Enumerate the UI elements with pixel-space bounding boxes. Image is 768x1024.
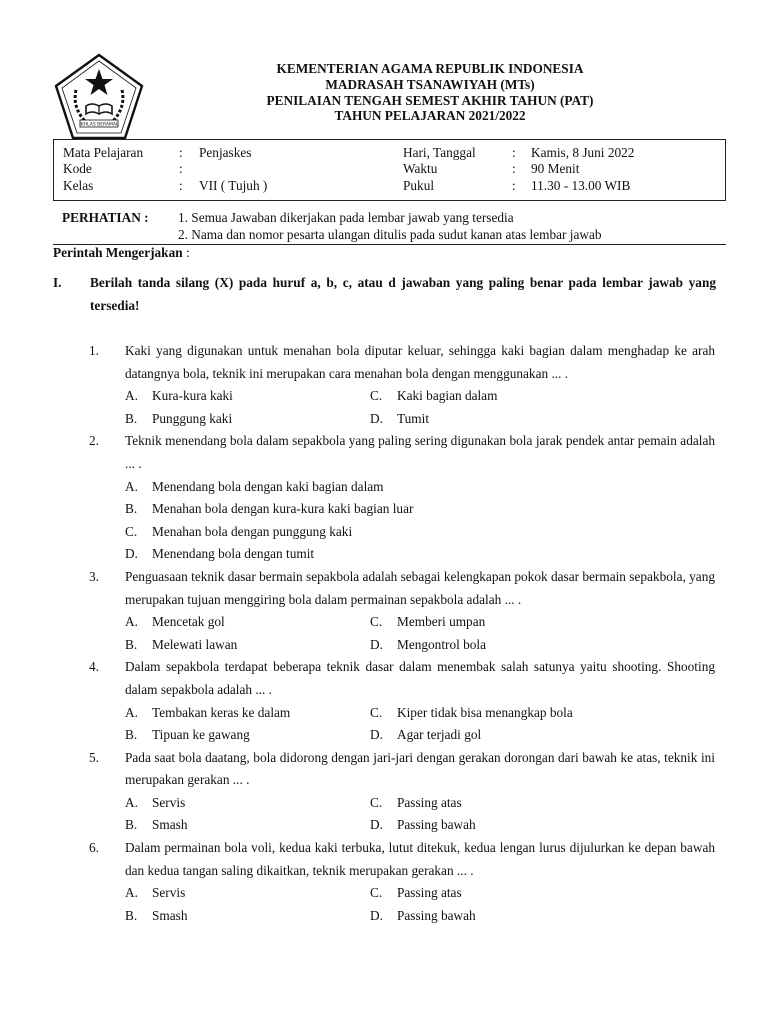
kementerian-agama-emblem-icon bbox=[52, 52, 146, 146]
subject-label: Mata Pelajaran bbox=[63, 145, 144, 160]
duration-label: Waktu bbox=[403, 161, 438, 176]
question-text: Dalam permainan bola voli, kedua kaki terbuka, lutut ditekuk, kedua lengan lurus dijulurkan ke depan bawah dan kedua tangan saling dikaitkan, teknik merupakan gerakan ... . bbox=[125, 840, 715, 878]
option-a[interactable] bbox=[125, 792, 370, 815]
question-number: 1. bbox=[89, 343, 99, 358]
colon: : bbox=[179, 178, 183, 193]
option-c[interactable] bbox=[370, 882, 615, 905]
option-a[interactable] bbox=[125, 702, 370, 725]
date-value: Kamis, 8 Juni 2022 bbox=[531, 145, 635, 160]
document-header bbox=[140, 61, 720, 124]
question-text: Pada saat bola daatang, bola didorong dengan jari-jari dengan gerakan dorongan dari bawah ke atas, teknik ini merupakan gerakan ... . bbox=[125, 749, 715, 788]
exam-info-box bbox=[53, 139, 726, 201]
question-list bbox=[0, 340, 768, 927]
option-letter: B. bbox=[125, 817, 138, 833]
time-label: Pukul bbox=[403, 178, 435, 193]
time-value: 11.30 - 13.00 WIB bbox=[531, 178, 631, 193]
option-text: Mencetak gol bbox=[152, 614, 225, 630]
info-row-code bbox=[54, 161, 725, 177]
attention-item: 1. Semua Jawaban dikerjakan pada lembar jawab yang tersedia bbox=[178, 210, 514, 225]
answer-options bbox=[125, 385, 715, 430]
option-letter: D. bbox=[370, 817, 383, 833]
option-letter: B. bbox=[125, 907, 138, 923]
option-text: Memberi umpan bbox=[397, 614, 486, 630]
option-letter: D. bbox=[125, 546, 138, 562]
option-text: Agar terjadi gol bbox=[397, 727, 482, 743]
section-text: Berilah tanda silang (X) pada huruf a, b, c, atau d jawaban yang paling benar pada lembar jawab yang tersedia! bbox=[90, 275, 716, 313]
option-letter: C. bbox=[370, 885, 383, 901]
question-text: Teknik menendang bola dalam sepakbola yang paling sering digunakan bola jarak pendek antar pemain adalah ... . bbox=[125, 433, 715, 471]
option-letter: A. bbox=[125, 388, 138, 404]
option-letter: A. bbox=[125, 885, 138, 901]
answer-options bbox=[125, 882, 715, 927]
option-text: Mengontrol bola bbox=[397, 636, 487, 652]
option-text: Smash bbox=[152, 817, 188, 833]
code-label: Kode bbox=[63, 161, 92, 176]
option-text: Menendang bola dengan tumit bbox=[152, 546, 315, 562]
question-number: 4. bbox=[89, 659, 99, 675]
header-school: MADRASAH TSANAWIYAH (MTs) bbox=[325, 76, 535, 92]
colon: : bbox=[512, 145, 516, 160]
option-text: Servis bbox=[152, 885, 186, 901]
question-number: 3. bbox=[89, 568, 99, 584]
option-letter: D. bbox=[370, 410, 383, 426]
question-5 bbox=[0, 747, 768, 837]
option-d[interactable] bbox=[125, 543, 715, 566]
question-text: Penguasaan teknik dasar bermain sepakbola adalah sebagai kelengkapan pokok dasar bermain sepakbola, yang merupakan tujuan menggiring bola dalam permainan sepakbola adalah ... . bbox=[125, 568, 715, 607]
question-number: 5. bbox=[89, 749, 99, 765]
answer-options bbox=[125, 476, 715, 566]
option-letter: C. bbox=[370, 388, 383, 404]
info-row-class bbox=[54, 178, 725, 194]
option-d[interactable] bbox=[370, 408, 615, 431]
option-b[interactable] bbox=[125, 498, 715, 521]
question-text: Dalam sepakbola terdapat beberapa teknik dasar dalam menembak salah satunya yaitu shooting. Shooting dalam sepakbola adalah ... . bbox=[125, 659, 715, 697]
option-a[interactable] bbox=[125, 882, 370, 905]
attention-label: PERHATIAN : bbox=[62, 210, 149, 225]
option-letter: B. bbox=[125, 410, 138, 426]
option-d[interactable] bbox=[370, 634, 615, 657]
option-text: Kiper tidak bisa menangkap bola bbox=[397, 704, 573, 720]
option-text: Tumit bbox=[397, 410, 430, 426]
colon: : bbox=[179, 161, 183, 176]
option-text: Passing bawah bbox=[397, 907, 476, 923]
option-text: Melewati lawan bbox=[152, 636, 238, 652]
option-letter: D. bbox=[370, 727, 383, 743]
option-c[interactable] bbox=[370, 611, 615, 634]
option-d[interactable] bbox=[370, 814, 615, 837]
subject-value: Penjaskes bbox=[199, 145, 252, 160]
option-letter: C. bbox=[370, 704, 383, 720]
info-row-subject bbox=[54, 145, 725, 161]
header-ministry: KEMENTERIAN AGAMA REPUBLIK INDONESIA bbox=[276, 61, 584, 76]
class-value: VII ( Tujuh ) bbox=[199, 178, 268, 193]
option-a[interactable] bbox=[125, 611, 370, 634]
option-letter: C. bbox=[125, 523, 138, 539]
option-letter: A. bbox=[125, 794, 138, 810]
section-instruction bbox=[53, 271, 716, 317]
option-b[interactable] bbox=[125, 408, 370, 431]
option-a[interactable] bbox=[125, 385, 370, 408]
colon: : bbox=[512, 161, 516, 176]
option-text: Smash bbox=[152, 907, 188, 923]
option-a[interactable] bbox=[125, 476, 715, 499]
option-text: Passing atas bbox=[397, 885, 462, 901]
header-exam: PENILAIAN TENGAH SEMEST AKHIR TAHUN (PAT) bbox=[266, 92, 594, 108]
option-c[interactable] bbox=[370, 702, 615, 725]
section-number: I. bbox=[53, 275, 62, 290]
option-text: Tipuan ke gawang bbox=[152, 727, 250, 743]
question-6 bbox=[0, 837, 768, 927]
question-number: 2. bbox=[89, 433, 99, 449]
answer-options bbox=[125, 702, 715, 747]
duration-value: 90 Menit bbox=[531, 161, 580, 176]
option-text: Tembakan keras ke dalam bbox=[152, 704, 291, 720]
question-3 bbox=[0, 566, 768, 656]
option-letter: A. bbox=[125, 704, 138, 720]
option-letter: C. bbox=[370, 614, 383, 630]
question-text: Kaki yang digunakan untuk menahan bola diputar keluar, sehingga kaki bagian dalam menghadap ke arah datangnya bola, teknik ini merupakan cara menahan bola dengan menggunakan ... . bbox=[125, 343, 715, 381]
option-letter: C. bbox=[370, 794, 383, 810]
option-text: Punggung kaki bbox=[152, 410, 233, 426]
option-text: Kaki bagian dalam bbox=[397, 388, 498, 404]
instructions-heading bbox=[53, 245, 190, 261]
question-number: 6. bbox=[89, 840, 99, 856]
option-d[interactable] bbox=[370, 905, 615, 928]
option-letter: D. bbox=[370, 907, 383, 923]
colon: : bbox=[179, 145, 183, 160]
option-b[interactable] bbox=[125, 814, 370, 837]
option-c[interactable] bbox=[370, 792, 615, 815]
option-c[interactable] bbox=[125, 521, 715, 544]
option-text: Menahan bola dengan kura-kura kaki bagian luar bbox=[152, 501, 414, 517]
class-label: Kelas bbox=[63, 178, 94, 193]
option-letter: D. bbox=[370, 636, 383, 652]
option-letter: B. bbox=[125, 501, 138, 517]
answer-options bbox=[125, 611, 715, 656]
question-4 bbox=[0, 656, 768, 746]
option-b[interactable] bbox=[125, 634, 370, 657]
date-label: Hari, Tanggal bbox=[403, 145, 476, 160]
logo-motto: IKHLAS BERAMAL bbox=[79, 122, 119, 128]
option-letter: A. bbox=[125, 478, 138, 494]
option-letter: B. bbox=[125, 636, 138, 652]
option-letter: A. bbox=[125, 614, 138, 630]
option-c[interactable] bbox=[370, 385, 615, 408]
option-text: Servis bbox=[152, 794, 186, 810]
question-1 bbox=[0, 340, 768, 430]
option-letter: B. bbox=[125, 727, 138, 743]
option-text: Menahan bola dengan punggung kaki bbox=[152, 523, 353, 539]
option-text: Kura-kura kaki bbox=[152, 388, 233, 404]
option-text: Passing bawah bbox=[397, 817, 476, 833]
colon: : bbox=[185, 245, 190, 260]
option-text: Passing atas bbox=[397, 794, 462, 810]
option-b[interactable] bbox=[125, 905, 370, 928]
option-text: Menendang bola dengan kaki bagian dalam bbox=[152, 478, 384, 494]
attention-item: 2. Nama dan nomor pesarta ulangan ditulis pada sudut kanan atas lembar jawab bbox=[178, 227, 602, 242]
instructions-label: Perintah Mengerjakan bbox=[53, 245, 183, 260]
option-b[interactable] bbox=[125, 724, 370, 747]
colon: : bbox=[512, 178, 516, 193]
option-d[interactable] bbox=[370, 724, 615, 747]
answer-options bbox=[125, 792, 715, 837]
question-2 bbox=[0, 430, 768, 566]
header-year: TAHUN PELAJARAN 2021/2022 bbox=[334, 108, 526, 124]
